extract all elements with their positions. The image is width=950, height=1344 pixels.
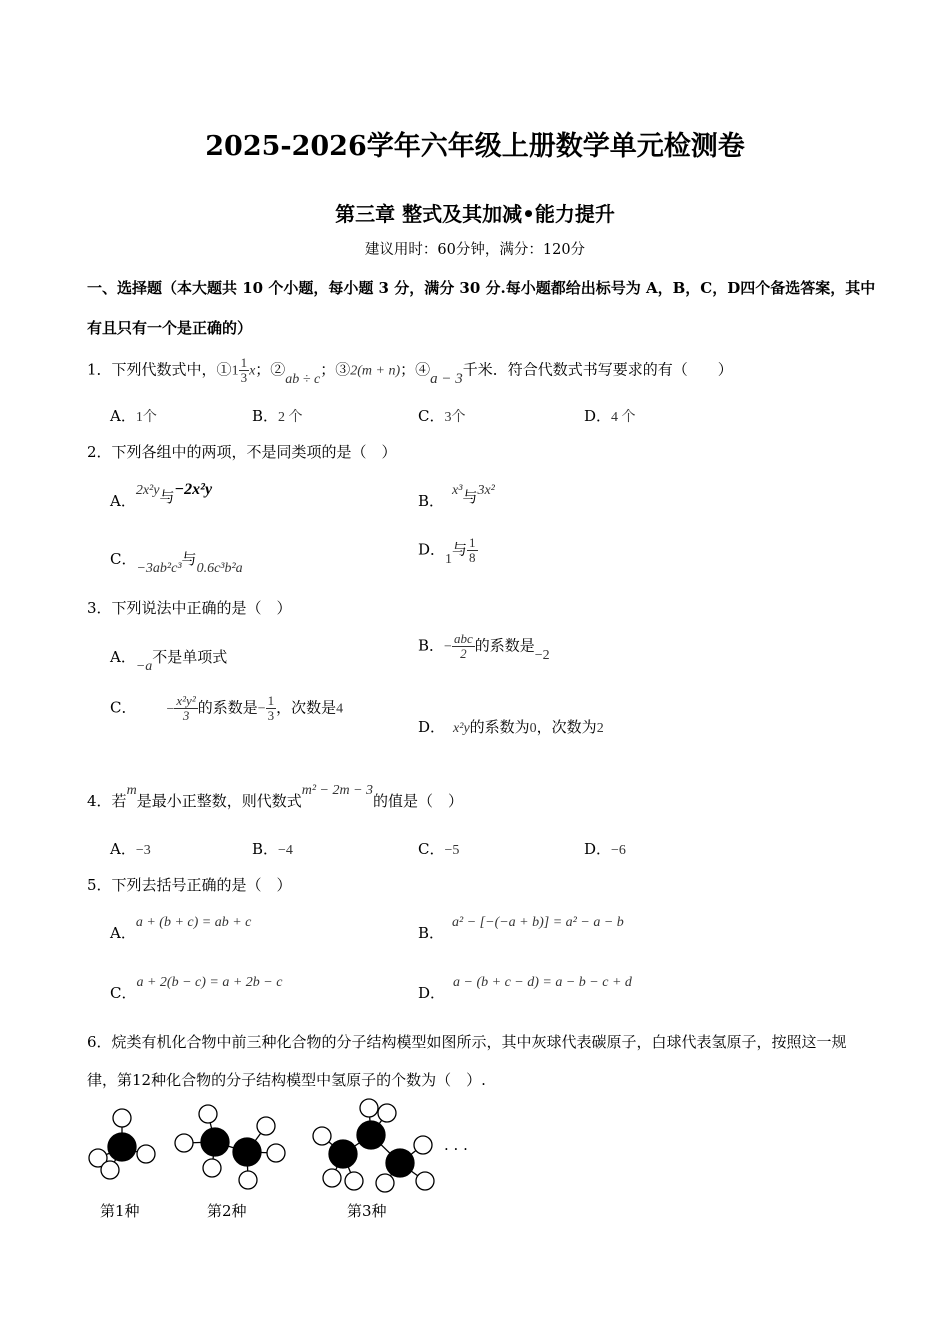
section-heading: 一、选择题（本大题共 10 个小题，每小题 3 分，满分 30 分.每小题都给出标号为 A，B，C，D四个备选答案，其中有且只有一个是正确的） [87,279,876,337]
question-3 [87,597,292,618]
option-b[interactable]: B．− $\frac{\text{abc}}{2}$ 的系数是−2 [418,631,550,663]
option-a[interactable]: A．−a不是单项式 [110,648,228,674]
math-expression: ab ÷ c [285,371,321,387]
question-text: 下列去括号正确的是（ ） [111,876,292,894]
question-number: 4． [87,792,112,810]
option-b[interactable]: B．x³与3x² [418,483,495,510]
molecule-3 [313,1099,434,1192]
option-d[interactable]: D．−6 [584,840,626,858]
option-d[interactable]: D．4 个 [584,407,636,425]
option-b[interactable]: B．−4 [252,840,293,858]
math-expression: a − 3 [430,370,463,387]
question-2 [87,441,397,462]
chapter-title: 第三章 整式及其加减•能力提升 [335,202,615,226]
option-a[interactable]: A．1个 [110,407,157,425]
question-number: 2． [87,443,112,461]
option-b[interactable]: B．a² − [−(−a + b)] = a² − a − b [418,915,624,942]
question-number: 3． [87,599,112,617]
ellipsis: · · · [444,1140,468,1158]
question-number: 6． [87,1033,112,1051]
question-4: 4．若m是最小正整数，则代数式m² − 2m − 3的值是（ ） [87,783,464,810]
question-number: 1． [87,360,112,379]
option-b[interactable]: B．2 个 [252,407,303,425]
option-c[interactable]: C．−5 [418,840,460,858]
question-text: 下列代数式中，① [111,360,232,379]
molecule-2 [175,1105,285,1189]
question-text: 下列说法中正确的是（ ） [111,599,292,617]
math-expression: 2(m + n) [350,363,401,379]
option-c[interactable]: C．3个 [418,407,466,425]
question-text: 烷类有机化合物中前三种化合物的分子结构模型如图所示，其中灰球代表碳原子，白球代表氢原子，按照这一规律，第12种化合物的分子结构模型中氢原子的个数为（ ）. [87,1033,847,1089]
option-c[interactable]: C．−3ab²c³与0.6c³b²a [110,550,243,576]
exam-title: 2025-2026学年六年级上册数学单元检测卷 [205,131,745,162]
question-1: 1．下列代数式中，①1 $\frac{1}{3}$ x；②ab ÷ c；③2(m + n)；④a − 3千米．符合代数式书写要求的有（ ） [87,355,733,387]
question-text: 下列各组中的两项，不是同类项的是（ ） [111,443,397,461]
option-c[interactable]: C． − $\frac{\text{x²y²}}{3}$ 的系数是− $\frac{1}{3}$ ，次数是4 [110,693,344,723]
time-info: 建议用时：60分钟，满分：120分 [364,242,586,258]
option-d[interactable]: D．1与 $\frac{1}{8}$ [418,535,476,567]
molecule-diagram [80,1098,480,1198]
question-5 [87,874,292,895]
option-a[interactable]: A．a + (b + c) = ab + c [110,915,252,942]
question-6 [87,1023,867,1099]
option-c[interactable]: C．a + 2(b − c) = a + 2b − c [110,975,283,1002]
option-d[interactable]: D． x²y的系数为0，次数为2 [418,718,604,736]
option-a[interactable]: A．2x²y与−2x²y [110,481,213,510]
option-d[interactable]: D．a − (b + c − d) = a − b − c + d [418,975,632,1002]
fraction: $\frac{1}{3}$ [240,355,248,385]
caption-2: 第2种 [207,1202,247,1220]
option-a[interactable]: A．−3 [110,840,151,858]
molecule-1 [89,1109,155,1179]
caption-1: 第1种 [100,1202,140,1220]
question-number: 5． [87,876,112,894]
caption-3: 第3种 [347,1202,387,1220]
